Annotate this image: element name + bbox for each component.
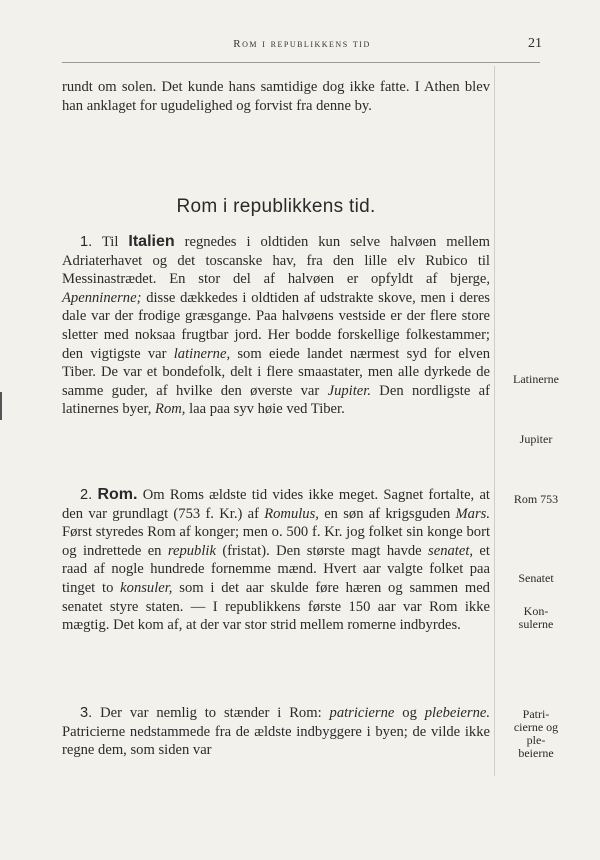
term-plebeierne: plebeierne.: [424, 705, 490, 721]
intro-paragraph: [62, 78, 490, 115]
text-run: som i det aar skulde føre hæren og sammen med senatet styre staten. — I republikkens første 150 aar var Rom ikke mægtig. Det kom af, at der var stor strid mellem romerne indbyrdes.: [62, 579, 490, 634]
text-run: Patricierne nedstammede fra de ældste indbyggere i byen; de vilde ikke regne dem, som siden var: [62, 723, 490, 759]
paragraph-2: [62, 486, 490, 635]
text-run: en søn af krigsguden: [324, 505, 451, 522]
text-run: regnedes i oldtiden kun selve halvøen mellem Adriaterhavet og det toscanske hav, fra den lille elv Rubico til Messinastrædet. En stor del af halvøen er opfyldt af bjerge,: [62, 234, 491, 288]
page-header: [62, 38, 542, 58]
paragraph-number: 1.: [80, 234, 93, 250]
margin-divider: [494, 66, 495, 776]
term-jupiter: Jupiter.: [327, 382, 371, 399]
text-run: Til: [101, 234, 119, 250]
header-rule: [62, 62, 540, 63]
text-run: Der var nemlig to stænder i Rom:: [100, 705, 322, 721]
term-mars: Mars.: [455, 505, 490, 522]
term-patricierne: patricierne: [329, 705, 395, 721]
margin-note-latinerne: Latinerne: [513, 372, 559, 386]
term-latinerne: latinerne,: [173, 345, 231, 362]
term-rom: Rom,: [155, 401, 186, 418]
term-apenninerne: Apenninerne;: [62, 289, 142, 306]
text-run: som eiede landet nærmest syd for elven Tiber. De var et bondefolk, delt i flere smaastater, men alle dyrkede de samme guder, af hvilke den øverste var: [62, 345, 490, 399]
text-run: laa paa syv høie ved Tiber.: [189, 401, 345, 418]
paragraph-number: 2.: [80, 487, 93, 503]
text-run: (fristat). Den største magt havde: [222, 542, 422, 559]
term-republik: republik: [167, 542, 216, 559]
text-run: Først styredes Rom af konger; men o. 500 f. Kr. jog folket sin konge bort og indrettede en: [62, 524, 490, 559]
margin-note-rom: Rom 753: [513, 492, 559, 506]
keyword-italien: Italien: [128, 233, 175, 250]
term-senatet: senatet,: [428, 542, 474, 559]
margin-note-patricierne: Patri- cierne og ple- beierne: [513, 707, 559, 760]
intro-text: rundt om solen. Det kunde hans samtidige dog ikke fatte. I Athen blev han anklaget for ugudelighed og forvist fra denne by.: [62, 79, 490, 114]
page-number: 21: [528, 36, 542, 51]
running-head: Rom i republikkens tid: [233, 38, 371, 50]
paragraph-1: [62, 233, 490, 419]
text-run: et raad af nogle hundrede fornemme mænd. Hvert aar valgte folket paa tinget to: [62, 542, 490, 596]
margin-note-jupiter: Jupiter: [519, 432, 553, 446]
text-run: Om Roms ældste tid vides ikke meget. Sagnet fortalte, at den var grundlagt (753 f. Kr.) af: [62, 487, 490, 522]
section-title: Rom i republikkens tid.: [176, 196, 376, 217]
margin-note-konsulerne: Kon- sulerne: [518, 604, 554, 631]
term-konsuler: konsuler,: [120, 579, 173, 596]
keyword-rom: Rom.: [97, 486, 138, 503]
term-romulus: Romulus,: [264, 505, 319, 522]
text-run: Den nordligste af latinernes byer,: [62, 382, 490, 418]
paragraph-number: 3.: [80, 705, 93, 721]
text-run: og: [402, 705, 417, 721]
paragraph-3: [62, 704, 490, 760]
text-run: disse dækkedes i oldtiden af udstrakte skove, men i deres dale var der frodige græsgange. Paa halvøens vestside er der flere store sletter med noksaa frugtbar jord. Her bodde forskellige folkestammer; den vigtigste var: [62, 289, 490, 362]
binding-mark: [0, 392, 2, 420]
margin-note-senatet: Senatet: [518, 571, 554, 585]
